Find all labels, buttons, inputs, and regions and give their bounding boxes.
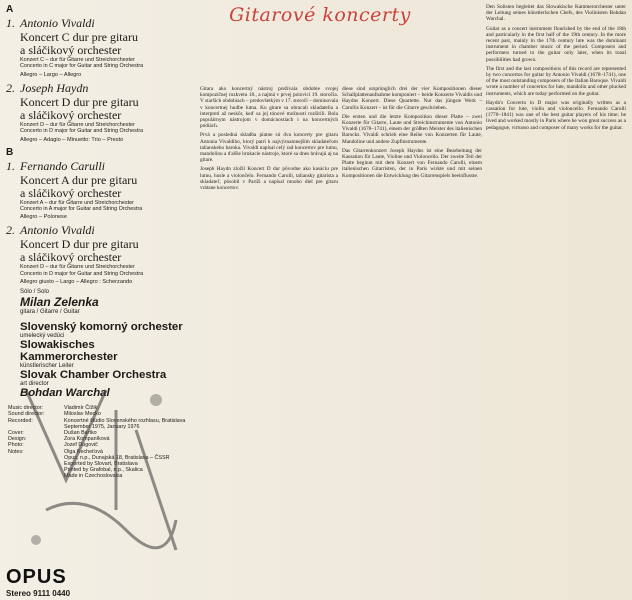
credit-value: Olga Kecheťová	[64, 448, 103, 455]
liner-paragraph: Joseph Haydn zložil Koncert D dur pôvodne ako kasáciu pre lutnu, husle a violončelo. Fernando Carulli, taliansky gitarista a skladateľ, pôsobil v Paríži a napísal mnoho diel pre gitaru vrátane koncertov.	[200, 166, 338, 192]
credit-label: Sound director:	[8, 411, 45, 418]
side-a-tracks	[6, 16, 192, 143]
credit-label: Design:	[8, 436, 27, 443]
track-item	[6, 223, 192, 285]
orchestra-sk: Slovenský komorný orchester	[20, 321, 183, 334]
liner-paragraph: Guitar as a concert instrument flourished by the end of the 18th and particularly in the first half of the 19th century. In the more recent past, mainly in the 17th century lute was the dominant instrument in chamber music of the period. Composers and performers turned to the guitar only later, when its tonal possibilities had grown.	[486, 25, 626, 63]
track-subtitle: Konzert C – dur für Gitarre und Streichorchester	[20, 57, 135, 63]
credit-value: September 1975, January 1976	[64, 423, 140, 430]
credit-label: Photo:	[8, 442, 24, 449]
liner-paragraph: diese sind ursprünglich drei der vier Kompositionen dieser Schallplattenaufnahme komponiert – beide Konzerte Vivaldis und Haydns Konzert. Diese Quartette. Nur das jüngste Werk – Carullis Konzert – ist für die Gitarre geschrieben.	[342, 86, 482, 111]
credit-label: Recorded:	[8, 417, 33, 424]
track-subtitle: Concerto in A major for Guitar and String Orchestra	[20, 206, 143, 213]
track-title-line: Koncert A dur pre gitaru	[20, 172, 138, 187]
track-title-line: a sláčikový orchester	[20, 250, 122, 265]
soloist-instrument: gitara / Gitarre / Guitar	[20, 309, 80, 316]
track-subtitle: Konzert D – dur für Gitarre und Streichorchester	[20, 264, 135, 271]
album-heading: Gitarové koncerty	[229, 4, 411, 26]
track-item	[6, 16, 192, 78]
credit-value: Exported by Slovart, Bratislava	[64, 461, 138, 468]
liner-paragraph: Das Gitarrenkonzert Joseph Haydns ist eine Bearbeitung der Kassation für Laute, Violine und Violoncello. Der zweite Teil der Platte beginnt mit dem Konzert von Fernando Carulli, einem italienischen Gitarristen, der in Paris wirkte und mit seinen Kompositionen die Entwicklung des Gitarrenspiels beeinflusste.	[342, 147, 482, 179]
orchestra-de-sub: künstlerischer Leiter	[20, 363, 74, 370]
liner-notes-slovak	[200, 86, 338, 194]
track-subtitle: Konzert D – dur für Gitarre und Streichorchester	[20, 121, 135, 128]
production-credits	[8, 405, 192, 479]
track-composer: Fernando Carulli	[20, 158, 106, 173]
orchestra-en: Slovak Chamber Orchestra	[20, 369, 167, 382]
track-movements: Allegro – Largo – Allegro	[20, 71, 82, 78]
track-subtitle: Concerto in C major for Guitar and String Orchestra	[20, 63, 144, 70]
credit-value: Made in Czechoslovakia	[64, 473, 123, 480]
track-subtitle: Concerto in D major for Guitar and String Orchestra	[20, 270, 144, 277]
credit-label	[8, 473, 64, 479]
track-title-line: Koncert D dur pre gitaru	[20, 237, 139, 252]
liner-paragraph: Prvá a posledná skladba platne sú dva koncerty pre gitaru Antonia Vivaldiho, ktorý patrí k najvýznamnejším skladateľom talianskeho baroka. Vivaldi napísal celý rad koncertov pre lutnu, mandolínu a ďalšie brnkacie nástroje, ktoré sa dnes hrávajú aj na gitare.	[200, 132, 338, 164]
track-number: 1.	[6, 158, 15, 173]
liner-paragraph: Die ersten und die letzte Komposition dieser Platte – zwei Konzerte für Gitarre, Laute und Streichinstrumente von Antonio Vivaldi (1678–1741), einem der größten Meister des italienischen Barocks. Vivaldi schrieb eine Reihe von Konzerten für Laute, Mandoline und andere Zupfinstrumente.	[342, 113, 482, 145]
director-name: Bohdan Warchal	[20, 387, 110, 400]
track-number: 2.	[6, 80, 15, 95]
track-title-line: a sláčikový orchester	[20, 107, 122, 122]
credit-label: Cover:	[8, 430, 24, 437]
liner-paragraph: Gitara ako koncertný nástroj prežívala obdobie svojej kompozičnej rozkvetu 18., a najmä v prvej polovici 19. storočia. V starších obdobiach – predovšetkým v 17. storočí – dominovala v koncertnej hudbe lutna. Ku gitare sa obracali skladatelia a interpreti až neskôr, keď sa jej tónové možnosti rozšírili. Bola populárnym nástrojom v domácnostiach i na koncertných pódiách.	[200, 86, 338, 130]
track-title-line: Koncert C dur pre gitaru	[20, 30, 138, 44]
performers	[20, 289, 192, 399]
track-item	[6, 159, 192, 221]
credit-row	[8, 473, 192, 479]
credit-label: Music director:	[8, 405, 44, 412]
track-movements: Allegro – Adagio – Minuetto: Trio – Presto	[20, 136, 124, 143]
liner-notes-english	[486, 4, 626, 134]
orchestra-en-sub: art director	[20, 381, 49, 388]
track-subtitle: Konzert A – dur für Gitarre und Streichorchester	[20, 199, 134, 206]
credit-value: Jozef Dugovič	[64, 442, 98, 449]
track-composer: Antonio Vivaldi	[20, 16, 95, 30]
catalog-number: Stereo 9111 0440	[6, 589, 71, 598]
credit-label: Notes:	[8, 448, 24, 455]
credit-value: Miloslav Mecko	[64, 411, 101, 418]
track-subtitle: Concerto in D major for Guitar and String Orchestra	[20, 128, 144, 135]
orchestra-de: Slowakisches Kammerorchester	[20, 339, 118, 364]
tracklist-column	[6, 4, 192, 480]
credit-value: Vladimír Čížik	[64, 405, 98, 412]
side-a-label: A	[6, 4, 14, 15]
liner-paragraph: The first and the last compositions of this record are represented by two concertos for guitar by Antonio Vivaldi (1678–1741), one of the most outstanding composers of the Italian Baroque. Vivaldi wrote a number of concertos for lute, mandolin and other plucked instruments, which are today performed on the guitar.	[486, 65, 626, 97]
track-number: 2.	[6, 223, 15, 238]
track-composer: Joseph Haydn	[20, 80, 89, 95]
soloist-name: Milan Zelenka	[20, 295, 99, 310]
side-b-label: B	[6, 146, 14, 158]
track-title-line: Koncert D dur pre gitaru	[20, 94, 139, 109]
liner-paragraph: Haydn's Concerto in D major was originally written as a cassation for lute, violin and violoncello. Fernando Carulli (1770–1841) was one of the best guitar players of his time; he lived and worked mostly in Paris where he won great success as a pedagogue, virtuoso and composer of many works for the guitar.	[486, 99, 626, 131]
track-number: 1.	[6, 16, 15, 30]
track-title-line: a sláčikový orchester	[20, 185, 122, 200]
credit-value: Opus, n.p., Dunajská 18, Bratislava – ČSSR	[64, 454, 170, 461]
track-item	[6, 81, 192, 143]
liner-notes-german	[342, 86, 482, 182]
label-logo	[6, 566, 70, 598]
track-movements: Allegro giusto – Largo – Allegro : Scherzando	[20, 279, 133, 286]
credit-value: Dušan Bartko	[64, 430, 97, 437]
orchestra-sk-sub: umelecký vedúci	[20, 333, 65, 340]
side-b-tracks	[6, 159, 192, 286]
credit-value: Zora Kompaníková	[64, 436, 110, 443]
opus-logo: OPUS	[6, 566, 67, 588]
track-movements: Allegro – Polonese	[20, 214, 67, 221]
soloist-role: Sólo / Solo	[20, 289, 50, 296]
track-composer: Antonio Vivaldi	[20, 223, 95, 238]
track-title-line: a sláčikový orchester	[20, 43, 122, 57]
credit-value: Koncertné štúdio Slovenského rozhlasu, Bratislava	[64, 417, 186, 424]
credit-value: Printed by Grafobal, n.p., Skalica	[64, 467, 143, 474]
liner-paragraph: Den Solisten begleitet das Slowakische Kammerorchester unter der Leitung seines künstlerischen Chefs, des Violinisten Bohdan Warchal.	[486, 4, 626, 23]
